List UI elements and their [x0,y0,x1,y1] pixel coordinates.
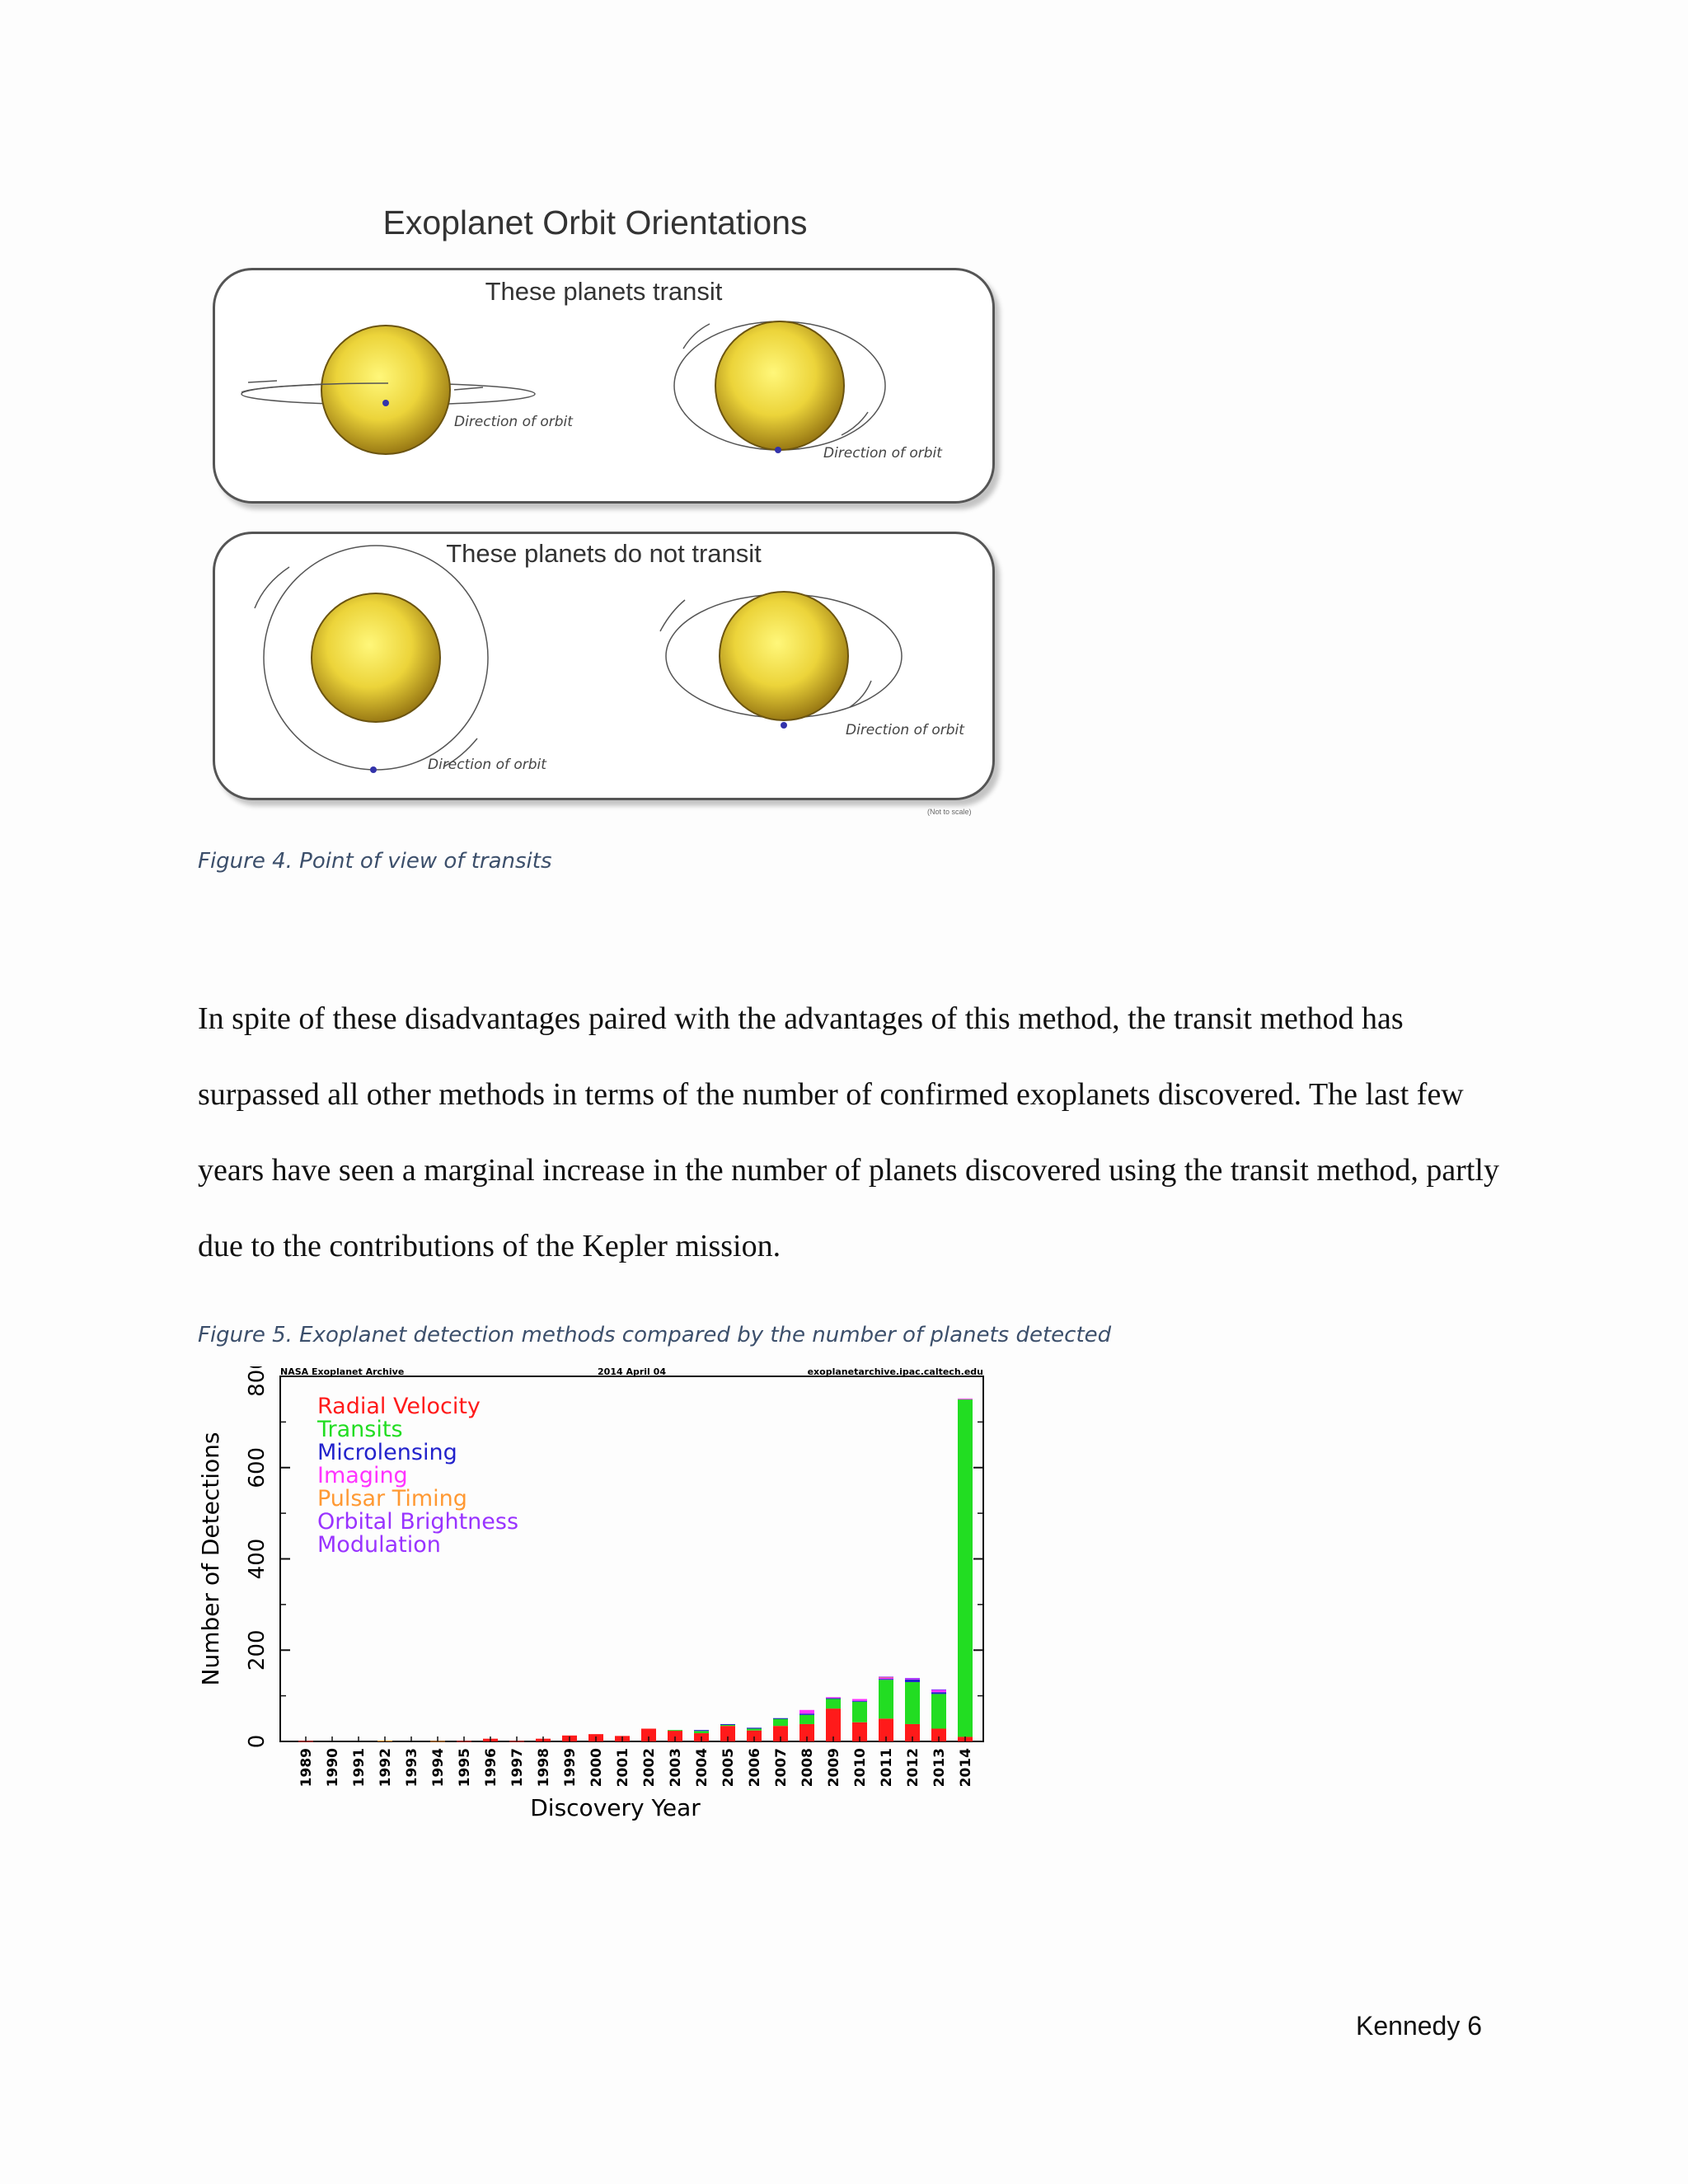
x-tick-label: 2011 [879,1748,895,1788]
star-icon [715,321,844,450]
x-tick-label: 2005 [720,1748,737,1788]
x-tick-label: 1993 [404,1748,420,1788]
x-tick-label: 1998 [536,1748,552,1788]
orbit-direction-label: Direction of orbit [846,722,964,738]
figure-5-chart [198,1366,1022,1861]
bar-segment [747,1727,762,1728]
x-tick-label: 2013 [931,1748,948,1788]
bar-segment [720,1724,735,1725]
bar-segment [931,1692,946,1694]
bar-segment [852,1699,867,1701]
bar-segment [826,1698,841,1699]
x-axis-label: Discovery Year [530,1794,701,1821]
x-tick-label: 2002 [641,1748,658,1788]
bar-segment [773,1718,788,1726]
non-transit-diagram [215,534,992,798]
x-tick-label: 1990 [325,1748,341,1788]
page-number: Kennedy 6 [1356,2011,1483,2041]
orbit-direction-label: Direction of orbit [428,757,546,773]
detections-chart [198,1366,1022,1861]
x-tick-label: 1991 [351,1748,368,1788]
body-paragraph: In spite of these disadvantages paired with the advantages of this method, the transit method has surpassed all other methods in terms of the number of confirmed exoplanets discovered. The last few years have seen a marginal increase in the number of planets discovered using the transit method, partly due to the contributions of the Kepler mission. [198,1001,1499,1263]
legend-entry: Microlensing [317,1440,457,1465]
x-tick-label: 2006 [747,1748,763,1788]
legend-entry: Transits [317,1417,403,1442]
planet-icon [382,400,389,406]
x-tick-label: 2014 [958,1748,974,1788]
bar-segment [879,1676,893,1677]
bar-segment [905,1680,920,1682]
bar-segment [799,1715,814,1724]
bar-segment [905,1682,920,1724]
planet-icon [370,766,377,773]
transit-panel [213,268,995,504]
chart-header-right: exoplanetarchive.ipac.caltech.edu [807,1366,983,1377]
bar-segment [931,1690,946,1692]
bar-segment [747,1728,762,1730]
chart-header-center: 2014 April 04 [598,1366,666,1377]
figure-4-caption: Figure 4. Point of view of transits [198,849,552,874]
bar-segment [958,1399,973,1737]
x-tick-label: 2010 [852,1748,869,1788]
bar-segment [668,1730,682,1731]
legend-entry: Modulation [317,1532,441,1558]
figure-4 [198,194,1022,837]
x-tick-label: 1989 [298,1748,315,1788]
bar-segment [799,1710,814,1713]
y-axis-label: Number of Detections [198,1432,224,1686]
transit-diagram [215,270,992,501]
x-tick-label: 2012 [905,1748,921,1788]
x-tick-label: 2003 [668,1748,684,1788]
bar-segment [799,1713,814,1715]
legend-entry: Orbital Brightness [317,1509,519,1535]
x-tick-label: 2008 [799,1748,816,1788]
x-tick-label: 2001 [615,1748,631,1788]
bar-segment [852,1702,867,1722]
bar-segment [852,1701,867,1702]
star-icon [312,593,440,722]
figure-5-caption: Figure 5. Exoplanet detection methods compared by the number of planets detected [198,1323,1112,1347]
orbit-direction-label: Direction of orbit [454,414,573,430]
x-tick-label: 2004 [694,1748,710,1788]
bar-segment [773,1718,788,1719]
star-icon [720,592,848,720]
y-tick-label: 800 [245,1366,270,1397]
bar-segment [694,1730,709,1731]
x-tick-label: 1996 [483,1748,499,1788]
x-tick-label: 1992 [377,1748,394,1788]
transit-panel-label: These planets transit [485,277,723,306]
non-transit-panel-label: These planets do not transit [446,539,762,568]
star-icon [321,326,450,454]
x-tick-label: 2007 [773,1748,790,1788]
y-tick-label: 600 [245,1446,270,1488]
y-tick-label: 200 [245,1629,270,1671]
legend-entry: Radial Velocity [317,1394,481,1419]
x-tick-label: 1994 [430,1748,447,1788]
x-tick-label: 2000 [588,1748,605,1788]
bar-segment [879,1679,893,1680]
planet-icon [775,447,781,453]
x-tick-label: 2009 [826,1748,842,1788]
legend-entry: Imaging [317,1463,408,1488]
non-transit-panel [213,532,995,800]
bar-segment [694,1731,709,1733]
legend-entry: Pulsar Timing [317,1486,467,1511]
planet-icon [781,722,787,729]
orbit-direction-label: Direction of orbit [823,445,942,462]
y-tick-label: 400 [245,1538,270,1580]
x-tick-label: 1997 [509,1748,526,1788]
chart-header-left: NASA Exoplanet Archive [280,1366,405,1377]
x-tick-label: 1999 [562,1748,579,1788]
bar-segment [826,1699,841,1708]
bar-segment [931,1694,946,1728]
not-to-scale-note: (Not to scale) [927,808,972,816]
figure-4-title: Exoplanet Orbit Orientations [382,204,808,241]
bar-segment [879,1680,893,1718]
y-tick-label: 0 [245,1734,270,1749]
x-tick-label: 1995 [457,1748,473,1788]
bar-segment [905,1678,920,1679]
bar-segment [826,1697,841,1698]
